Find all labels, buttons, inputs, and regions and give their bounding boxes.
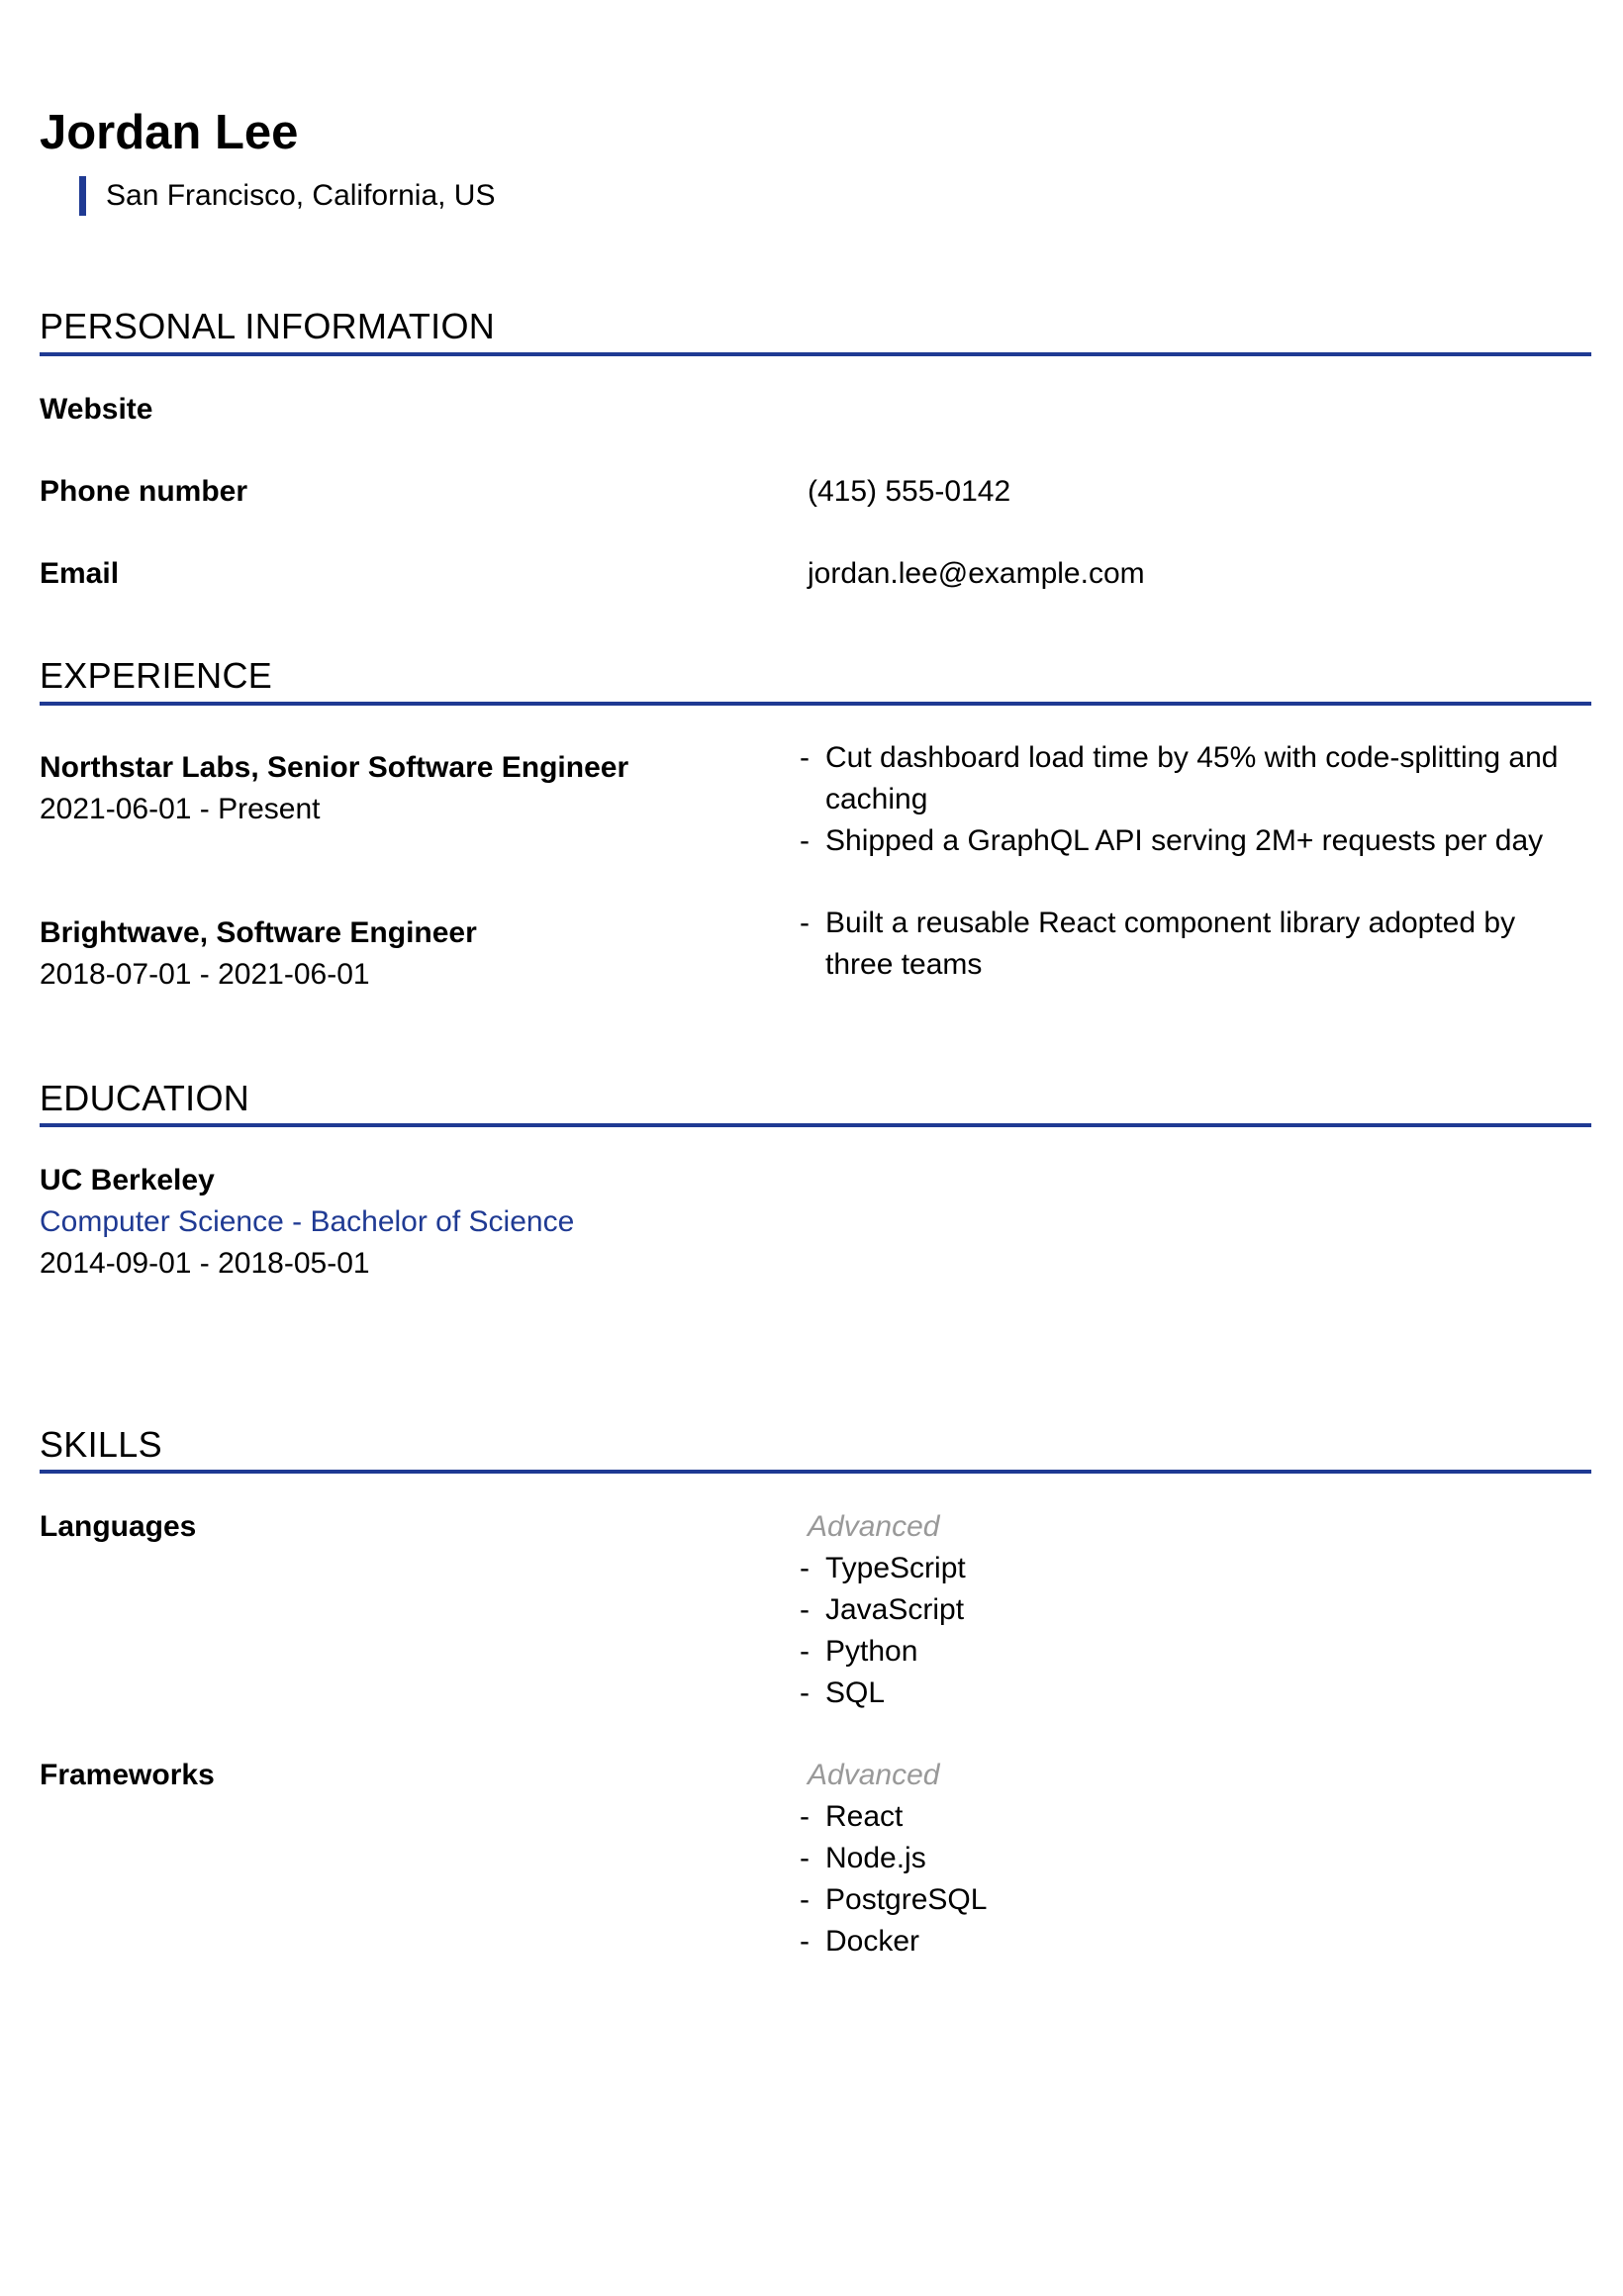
skill-item: - JavaScript	[798, 1589, 1589, 1631]
section-title-education: EDUCATION	[40, 1078, 250, 1118]
skill-item: - React	[798, 1796, 1589, 1838]
section-title-personal: PERSONAL INFORMATION	[40, 306, 496, 346]
phone-value: (415) 555-0142	[808, 475, 1011, 508]
skill-item: - Node.js	[798, 1838, 1589, 1879]
job-heading: Northstar Labs, Senior Software Engineer	[40, 751, 629, 784]
skill-level: Advanced	[808, 1759, 940, 1791]
candidate-name: Jordan Lee	[40, 106, 299, 159]
skill-level: Advanced	[808, 1510, 940, 1543]
email-label: Email	[40, 557, 120, 590]
email-value: jordan.lee@example.com	[808, 557, 1145, 590]
section-title-experience: EXPERIENCE	[40, 655, 273, 696]
achievement-item: - Shipped a GraphQL API serving 2M+ requests per day	[798, 820, 1589, 862]
phone-label: Phone number	[40, 475, 248, 508]
achievement-item: - Cut dashboard load time by 45% with code-splitting and caching	[798, 737, 1589, 820]
job-achievements	[798, 737, 1589, 862]
skill-group-name: Languages	[40, 1510, 197, 1543]
skill-item: - Python	[798, 1631, 1589, 1673]
skill-item: - TypeScript	[798, 1548, 1589, 1589]
skill-item: - Docker	[798, 1921, 1589, 1962]
job-dates: 2018-07-01 - 2021-06-01	[40, 958, 370, 991]
job-achievements	[798, 903, 1589, 986]
degree: Computer Science - Bachelor of Science	[40, 1205, 575, 1238]
section-divider	[40, 1470, 1591, 1474]
website-label: Website	[40, 393, 153, 426]
section-divider	[40, 1123, 1591, 1127]
achievement-item: - Built a reusable React component library adopted by three teams	[798, 903, 1589, 986]
education-dates: 2014-09-01 - 2018-05-01	[40, 1247, 370, 1280]
skill-list	[798, 1796, 1589, 1962]
section-divider	[40, 352, 1591, 356]
candidate-location: San Francisco, California, US	[79, 176, 496, 216]
skill-item: - SQL	[798, 1673, 1589, 1714]
section-title-skills: SKILLS	[40, 1424, 162, 1465]
job-dates: 2021-06-01 - Present	[40, 793, 321, 825]
section-divider	[40, 702, 1591, 706]
skill-group-name: Frameworks	[40, 1759, 215, 1791]
job-heading: Brightwave, Software Engineer	[40, 916, 477, 949]
school-name: UC Berkeley	[40, 1164, 215, 1196]
skill-list	[798, 1548, 1589, 1714]
skill-item: - PostgreSQL	[798, 1879, 1589, 1921]
